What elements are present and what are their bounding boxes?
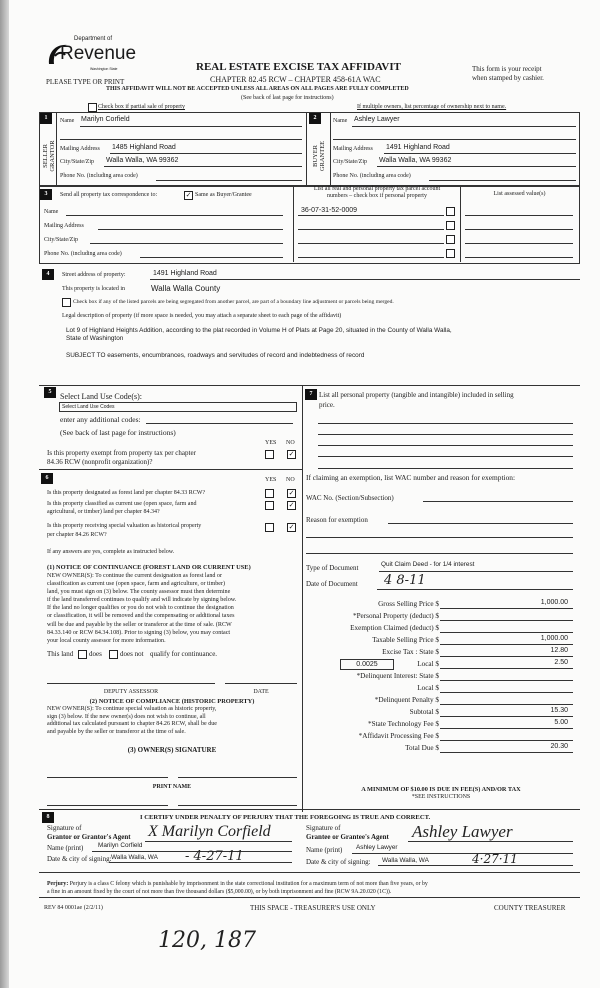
grantor-signature[interactable]: X Marilyn Corfield [148,823,271,840]
grantee-signature-label-1: Signature of [306,824,341,832]
reason-field[interactable] [388,523,573,524]
section-7-badge: 7 [305,389,317,400]
perjury-line-1: Perjury is a class C felony which is punishable by imprisonment in the state correctional institution for a maximum term of not more than five years, or by [69,881,428,887]
multiple-owners-note: If multiple owners, list percentage of ownership next to name. [357,104,507,110]
tax-row-line [440,620,573,621]
tax-row-label: Exemption Claimed (deduct) $ [350,624,439,632]
historic-yes-checkbox[interactable] [265,523,274,532]
exempt-no-checkbox[interactable]: ✓ [288,450,295,458]
legal-description-line-2: State of Washington [66,335,124,342]
logo-sub: Washington State [90,67,118,71]
personal-property-label-2: price. [319,401,335,409]
exempt-question-1: Is this property exempt from property tax per chapter [47,449,196,457]
notice-1-body [47,572,236,645]
notice-1-line: your local county assessor for more information. [47,637,166,644]
seller-address-label: Mailing Address [60,146,100,152]
seller-city-label: City/State/Zip [60,159,94,165]
exempt-yes-checkbox[interactable] [265,450,274,459]
s6-no-header: NO [286,477,295,483]
tax-row-line [440,668,573,669]
treasurer-use-label: THIS SPACE - TREASURER'S USE ONLY [250,904,376,912]
tax-row-line [440,644,573,645]
tax-row-line [440,752,573,753]
legal-description-label: Legal description of property (if more space is needed, you may attach a separate sheet to each page of the affidavit) [62,313,342,319]
warning-line: THIS AFFIDAVIT WILL NOT BE ACCEPTED UNLESS ALL AREAS ON ALL PAGES ARE FULLY COMPLETED [106,86,409,92]
historic-question-1: Is this property receiving special valuation as historical property [47,523,202,529]
local-rate-box [340,659,394,670]
tax-row-value[interactable]: 1,000.00 [540,599,568,606]
notice-1-line: If the land no longer qualifies or you do not wish to continue the designation [47,605,234,612]
tax-row-value[interactable]: 12.80 [550,647,568,654]
tax-row-label: *Delinquent Interest: State $ [356,672,439,680]
grantee-date-field[interactable]: 4·27·11 [472,852,518,866]
print-name-line-2[interactable] [178,805,297,806]
s5-yes-header: YES [265,440,277,446]
county-treasurer-label: COUNTY TREASURER [494,904,566,912]
seller-label: SELLER [42,144,49,168]
street-address-label: Street address of property: [62,272,126,278]
chapter-line: CHAPTER 82.45 RCW – CHAPTER 458-61A WAC [210,75,381,84]
doc-date-field[interactable]: 4 8-11 [384,573,426,588]
print-name-label: PRINT NAME [152,784,192,790]
tax-row-label: Gross Selling Price $ [378,600,439,608]
tax-row-line [440,716,573,717]
dor-logo [46,36,137,76]
tax-row-label: Taxable Selling Price $ [372,636,439,644]
personal-property-line[interactable] [318,468,573,469]
personal-property-checkbox-3[interactable] [446,235,455,244]
historic-no-checkbox[interactable]: ✓ [288,523,295,531]
does-qualify-checkbox[interactable] [78,650,87,659]
tax-row-line [440,704,573,705]
current-use-question-2: agricultural, or timber) land per chapter 84.34? [47,509,160,515]
grantor-city-field[interactable]: Walla Walla, WA [111,854,158,861]
minimum-due-note: A MINIMUM OF $10.00 IS DUE IN FEE(S) AND/OR TAX [361,786,521,793]
tax-row-label: *Delinquent Penalty $ [374,696,439,704]
s5-see-back: (See back of last page for instructions) [60,428,176,437]
wac-label: WAC No. (Section/Subsection) [306,494,394,502]
grantee-signature[interactable]: Ashley Lawyer [412,822,513,841]
see-back: (See back of last page for instructions) [241,95,334,101]
notice-2-line: and payable by the seller or transferor at the time of sale. [47,729,186,736]
owner-signature-line[interactable] [47,777,168,778]
notice-1-line: or classification, it will be removed and the compensating or additional taxes [47,613,235,620]
grantee-city-field[interactable]: Walla Walla, WA [382,857,429,864]
section-1-badge: 1 [40,113,52,124]
buyer-city-label: City/State/Zip [333,159,367,165]
notice-2-title: (2) NOTICE OF COMPLIANCE (HISTORIC PROPERTY) [89,698,255,705]
tax-row-line [440,632,573,633]
personal-property-checkbox-2[interactable] [446,221,455,230]
section-5-top-rule [39,385,580,386]
owner-signature-label: (3) OWNER(S) SIGNATURE [127,746,217,754]
tax-row-label: Total Due $ [405,744,439,752]
logo-top: Department of [74,36,113,42]
notice-2-line: additional tax calculated pursuant to chapter 84.26 RCW, shall be due [47,721,218,728]
does-not-qualify-checkbox[interactable] [109,650,118,659]
buyer-side-label [312,136,326,176]
parcel-number-1[interactable]: 36-07-31-52-0009 [301,207,358,214]
perjury-notice [47,880,428,896]
local-rate-value: 0.0025 [356,661,378,668]
print-name-line[interactable] [47,805,168,806]
section-8-badge: 8 [42,812,54,823]
buyer-label: BUYER [312,144,319,168]
personal-property-line[interactable] [318,445,573,446]
segregated-label: Check box if any of the listed parcels are being segregated from another parcel, are part of a boundary line adjustment or parcels being merged. [73,299,394,305]
historic-question-2: per chapter 84.26 RCW? [47,532,107,538]
exempt-question-2: 84.36 RCW (nonprofit organization)? [47,458,153,466]
tax-row-line [440,728,573,729]
county-field[interactable]: Walla Walla County [151,284,221,293]
notice-1-line: land, you must sign on (3) below. The county assessor must then determine [47,589,231,596]
tax-row-line [440,692,573,693]
additional-codes-label: enter any additional codes: [60,415,141,424]
wac-field[interactable] [423,501,573,502]
s3-address-label: Mailing Address [44,223,84,229]
doc-type-label: Type of Document [306,564,359,572]
see-instructions-note: *SEE INSTRUCTIONS [411,794,471,800]
grantor-date-field[interactable]: - 4-27-11 [185,849,244,864]
seller-city-field[interactable]: Walla Walla, WA 99362 [106,157,179,164]
certify-statement: I CERTIFY UNDER PENALTY OF PERJURY THAT THE FOREGOING IS TRUE AND CORRECT. [140,814,431,821]
land-use-select-value: Select Land Use Codes [62,404,115,410]
land-use-select[interactable] [59,402,297,412]
grantor-name-label: Name (print) [47,844,84,852]
logo-main: Revenue [60,43,137,64]
receipt-line-1: This form is your receipt [472,65,542,73]
grantee-date-label: Date & city of signing: [306,858,371,866]
seller-name-field[interactable]: Marilyn Corfield [81,116,130,123]
grantee-name-label: Name (print) [306,846,343,854]
grantee-name-field[interactable]: Ashley Lawyer [356,844,398,851]
doc-type-field[interactable]: Quit Claim Deed - for 1/4 interest [381,561,475,568]
tax-row-label: Excise Tax : State $ [382,648,439,656]
current-use-yes-checkbox[interactable] [265,501,274,510]
personal-property-line[interactable] [318,423,573,424]
personal-property-checkbox-4[interactable] [446,249,455,258]
handwritten-number: 120, 187 [158,928,256,953]
tax-row-label: *Personal Property (deduct) $ [352,612,439,620]
buyer-address-field[interactable]: 1491 Highland Road [386,144,450,151]
segregated-checkbox[interactable] [62,298,71,307]
grantor-label: GRANTOR [49,140,56,172]
tax-row-value[interactable]: 20.30 [550,743,568,750]
tax-row-value[interactable]: 1,000.00 [540,635,568,642]
seller-address-field[interactable]: 1485 Highland Road [112,144,176,151]
grantee-label: GRANTEE [319,140,326,172]
grantor-name-field[interactable]: Marilyn Corfield [98,842,143,849]
if-yes-note: If any answers are yes, complete as instructed below. [47,549,175,555]
assessed-header: List assessed value(s) [493,191,546,197]
perjury-line-2: a fine in an amount fixed by the court of not more than five thousand dollars ($5,000.00), or by both imprisonment and fine (RCW 9A.20.020 (1C)). [47,889,392,895]
tax-row-line [440,680,573,681]
exemption-label: If claiming an exemption, list WAC number and reason for exemption: [306,473,516,482]
grantor-date-label: Date & city of signing: [47,855,112,863]
tax-row-value[interactable]: 5.00 [554,719,568,726]
does-label: does [89,650,102,658]
buyer-name-label: Name [333,118,348,124]
partial-sale-label: Check box if partial sale of property [98,104,185,110]
s3-phone-label: Phone No. (including area code) [44,251,122,257]
notice-1-line: will be due and payable by the seller or transferor at the time of sale. (RCW [47,621,232,628]
notice-1-line: 84.33.140 or RCW 84.34.108). Prior to signing (3) below, you may contact [47,629,231,636]
tax-row-label: Local $ [417,684,439,692]
reason-label: Reason for exemption [306,516,368,524]
personal-property-label-1: List all personal property (tangible and intangible) included in selling [319,391,514,399]
tax-row-label: Subtotal $ [409,708,439,716]
tax-row-value[interactable]: 2.50 [554,659,568,666]
same-as-buyer-label: Same as Buyer/Grantee [195,192,252,198]
tax-row-label: *State Technology Fee $ [367,720,439,728]
partial-sale-checkbox[interactable] [88,103,97,112]
this-land-label: This land [47,650,74,658]
section-2-badge: 2 [309,113,321,124]
parcel-header-1: List all real and personal property tax parcel account [313,186,441,192]
notice-1-line: if the land transferred continues to qualify and will indicate by signing below. [47,597,237,604]
section-3-badge: 3 [40,189,52,200]
s3-name-label: Name [44,209,59,215]
notice-2-line: NEW OWNER(S): To continue special valuation as historic property, [47,706,217,712]
tax-row-label: Local $ [417,660,439,668]
forest-land-question: Is this property designated as forest land per chapter 84.33 RCW? [47,490,206,496]
send-correspondence-label: Send all property tax correspondence to: [60,192,158,198]
located-in-label: This property is located in [62,286,125,292]
notice-2-body [47,706,217,737]
grantor-signature-label-2: Grantor or Grantor's Agent [47,833,131,841]
same-as-buyer-checkbox[interactable]: ✓ [185,191,192,199]
buyer-name-field[interactable]: Ashley Lawyer [354,116,400,123]
form-title: REAL ESTATE EXCISE TAX AFFIDAVIT [196,61,401,73]
subject-to-line: SUBJECT TO easements, encumbrances, roadways and servitudes of record and indebtedness of record [66,352,365,359]
legal-description-line-1: Lot 9 of Highland Heights Addition, according to the plat recorded in Volume H of Plats at Page 20, situated in the County of Walla Walla, [66,327,452,334]
qualify-label: qualify for continuance. [150,650,218,658]
receipt-line-2: when stamped by cashier. [472,74,544,82]
section-5-badge: 5 [44,387,56,398]
doc-date-label: Date of Document [306,580,358,588]
date-label: DATE [253,689,269,695]
buyer-phone-label: Phone No. (including area code) [333,173,411,179]
current-use-no-checkbox[interactable]: ✓ [288,501,295,509]
does-not-label: does not [120,650,144,658]
owner-signature-line-2[interactable] [178,777,297,778]
parcel-header-2: numbers – check box if personal property [327,193,427,199]
street-address-field[interactable]: 1491 Highland Road [153,270,217,277]
seller-side-label [42,136,56,176]
tax-row-line [440,740,573,741]
tax-row-line [440,656,573,657]
s3-city-label: City/State/Zip [44,237,78,243]
scan-edge [0,0,9,988]
tax-row-line [440,608,573,609]
perjury-title: Perjury: [47,881,69,887]
form-id: REV 84 0001ae (2/2/11) [44,905,103,911]
seller-name-label: Name [60,118,75,124]
section-6-badge: 6 [41,473,53,484]
grantor-signature-label-1: Signature of [47,824,82,832]
buyer-city-field[interactable]: Walla Walla, WA 99362 [379,157,452,164]
deputy-assessor-label: DEPUTY ASSESSOR [103,689,159,695]
tax-row-value[interactable]: 15.30 [550,707,568,714]
notice-1-line: NEW OWNER(S): To continue the current designation as forest land or [47,573,223,579]
buyer-address-label: Mailing Address [333,146,373,152]
seller-phone-label: Phone No. (including area code) [60,173,138,179]
forest-yes-checkbox[interactable] [265,489,274,498]
personal-property-checkbox-1[interactable] [446,207,455,216]
personal-property-line[interactable] [318,456,573,457]
notice-2-line: sign (3) below. If the new owner(s) does not wish to continue, all [47,713,206,720]
personal-property-line[interactable] [318,434,573,435]
notice-1-line: classification as current use (open space, farm and agriculture, or timber) [47,581,225,588]
s6-yes-header: YES [265,477,277,483]
land-use-label: Select Land Use Code(s): [60,392,142,401]
forest-no-checkbox[interactable]: ✓ [288,489,295,497]
s5-no-header: NO [286,440,295,446]
section-4-badge: 4 [42,269,54,280]
please-type: PLEASE TYPE OR PRINT [46,78,125,86]
current-use-question-1: Is this property classified as current use (open space, farm and [47,501,197,507]
tax-row-label: *Affidavit Processing Fee $ [358,732,439,740]
grantee-signature-label-2: Grantee or Grantee's Agent [306,833,389,841]
notice-1-title: (1) NOTICE OF CONTINUANCE (FOREST LAND OR CURRENT USE) [47,564,251,571]
